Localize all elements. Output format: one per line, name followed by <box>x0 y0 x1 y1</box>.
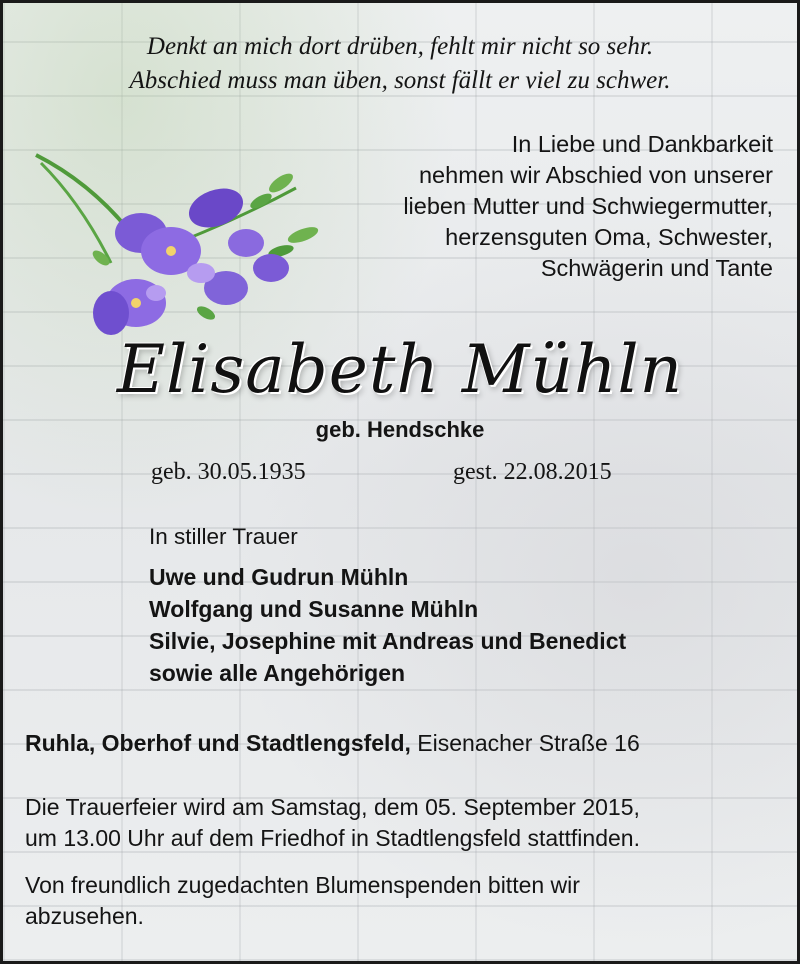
address <box>25 730 640 757</box>
deceased-name: Elisabeth Mühln <box>116 331 684 408</box>
ceremony-line-1: Die Trauerfeier wird am Samstag, dem 05. September 2015, <box>25 794 640 820</box>
verse-line-2: Abschied muss man üben, sonst fällt er viel zu schwer. <box>129 67 671 94</box>
mourner-line-1: Uwe und Gudrun Mühln <box>149 564 409 590</box>
intro-line-5: Schwägerin und Tante <box>540 255 773 281</box>
mourner-line-4: sowie alle Angehörigen <box>149 660 406 686</box>
flowers-note-line-2: abzusehen. <box>25 903 144 929</box>
address-places: Ruhla, Oberhof und Stadtlengsfeld, <box>25 730 411 756</box>
ceremony-line-2: um 13.00 Uhr auf dem Friedhof in Stadtlengsfeld stattfinden. <box>25 825 640 851</box>
flowers-note-line-1: Von freundlich zugedachten Blumenspenden bitten wir <box>25 872 580 898</box>
mourners-heading: In stiller Trauer <box>149 524 298 549</box>
mourner-line-2: Wolfgang und Susanne Mühln <box>149 596 479 622</box>
intro-line-1: In Liebe und Dankbarkeit <box>511 131 773 157</box>
birth-date: geb. 30.05.1935 <box>151 459 306 485</box>
intro-line-2: nehmen wir Abschied von unserer <box>418 162 773 188</box>
death-date: gest. 22.08.2015 <box>453 459 612 485</box>
address-street: Eisenacher Straße 16 <box>417 730 640 756</box>
intro-line-4: herzensguten Oma, Schwester, <box>445 224 773 250</box>
maiden-name: geb. Hendschke <box>315 417 485 442</box>
purple-freesia-flower-icon <box>31 143 331 353</box>
verse-line-1: Denkt an mich dort drüben, fehlt mir nicht so sehr. <box>146 33 654 60</box>
mourner-line-3: Silvie, Josephine mit Andreas und Benedict <box>149 628 627 654</box>
intro-line-3: lieben Mutter und Schwiegermutter, <box>403 193 773 219</box>
